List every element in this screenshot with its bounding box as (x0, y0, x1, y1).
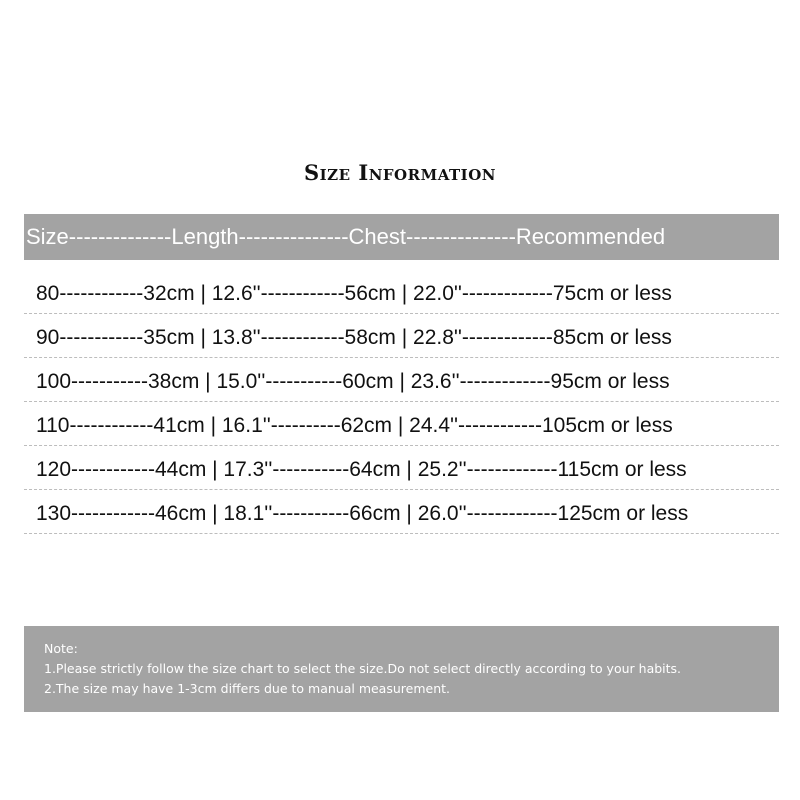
table-row-text: 90------------35cm | 13.8''------------58cm | 22.8''-------------85cm or less (36, 326, 672, 349)
table-header-label: Size--------------Length---------------Chest---------------Recommended (26, 224, 666, 249)
page-title: Size Information (304, 160, 496, 185)
table-header (24, 214, 779, 260)
table-row (24, 270, 779, 314)
note-heading: Note: (44, 641, 78, 656)
table-row-text: 130------------46cm | 18.1''-----------66cm | 26.0''-------------125cm or less (36, 502, 689, 525)
table-row-text: 110------------41cm | 16.1''----------62cm | 24.4''------------105cm or less (36, 414, 673, 437)
table-row-text: 80------------32cm | 12.6''------------56cm | 22.0''-------------75cm or less (36, 282, 672, 305)
size-table (24, 270, 779, 534)
table-row (24, 402, 779, 446)
table-row (24, 314, 779, 358)
table-row-text: 100-----------38cm | 15.0''-----------60cm | 23.6''-------------95cm or less (36, 370, 670, 393)
note-line-1: 1.Please strictly follow the size chart to select the size.Do not select directly according to your habits. (44, 661, 682, 676)
table-row (24, 490, 779, 534)
table-row-text: 120------------44cm | 17.3''-----------64cm | 25.2''-------------115cm or less (36, 458, 687, 481)
table-row (24, 358, 779, 402)
note-box (24, 626, 779, 712)
table-row (24, 446, 779, 490)
note-line-2: 2.The size may have 1-3cm differs due to manual measurement. (44, 681, 450, 696)
